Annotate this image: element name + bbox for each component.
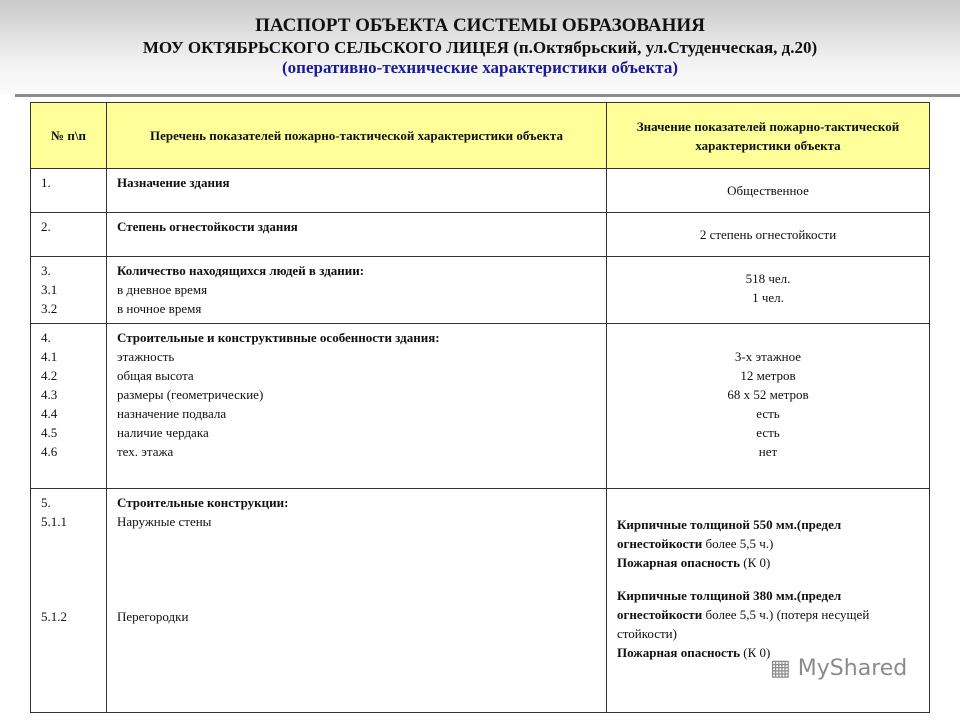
row-num: 3. 3.1 3.2	[31, 257, 107, 324]
table-row	[31, 169, 930, 213]
school-title: МОУ ОКТЯБРЬСКОГО СЕЛЬСКОГО ЛИЦЕЯ (п.Октябрьский, ул.Студенческая, д.20)	[142, 38, 818, 57]
watermark-logo: ▦ MyShared	[770, 656, 908, 681]
row-name: Назначение здания	[107, 169, 607, 213]
table-row	[31, 324, 930, 489]
row-num: 4. 4.1 4.2 4.3 4.4 4.5 4.6	[31, 324, 107, 489]
col-header-name: Перечень показателей пожарно-тактической характеристики объекта	[107, 103, 607, 169]
row-num: 5. 5.1.1 5.1.2	[31, 489, 107, 713]
row-num: 2.	[31, 213, 107, 257]
col-header-value: Значение показателей пожарно-тактической характеристики объекта	[607, 103, 930, 169]
characteristics-table	[30, 102, 930, 713]
table-row	[31, 257, 930, 324]
row-name: Строительные и конструктивные особенности здания: этажность общая высота размеры (геометрические) назначение подвала наличие чердака тех. этажа	[107, 324, 607, 489]
row-name: Степень огнестойкости здания	[107, 213, 607, 257]
subtitle: (оперативно-технические характеристики объекта)	[282, 58, 678, 77]
row-name: Строительные конструкции: Наружные стены Перегородки	[107, 489, 607, 713]
divider	[15, 94, 960, 97]
presentation-icon: ▦	[770, 656, 791, 681]
row-value: 3-х этажное 12 метров 68 х 52 метров есть есть нет	[607, 324, 930, 489]
table-row	[31, 213, 930, 257]
slide-header	[0, 0, 960, 94]
row-value: Кирпичные толщиной 550 мм.(предел огнестойкости более 5,5 ч.) Пожарная опасность (К 0) Кирпичные толщиной 380 мм.(предел огнестойкости более 5,5 ч.) (потеря несущей стойкости) Пожарная опасность (К 0)	[607, 489, 930, 713]
row-num: 1.	[31, 169, 107, 213]
row-name: Количество находящихся людей в здании: в дневное время в ночное время	[107, 257, 607, 324]
row-value: Общественное	[607, 169, 930, 213]
col-header-num: № п\п	[31, 103, 107, 169]
row-value: 2 степень огнестойкости	[607, 213, 930, 257]
row-value: 518 чел. 1 чел.	[607, 257, 930, 324]
title: ПАСПОРТ ОБЪЕКТА СИСТЕМЫ ОБРАЗОВАНИЯ	[255, 15, 705, 36]
